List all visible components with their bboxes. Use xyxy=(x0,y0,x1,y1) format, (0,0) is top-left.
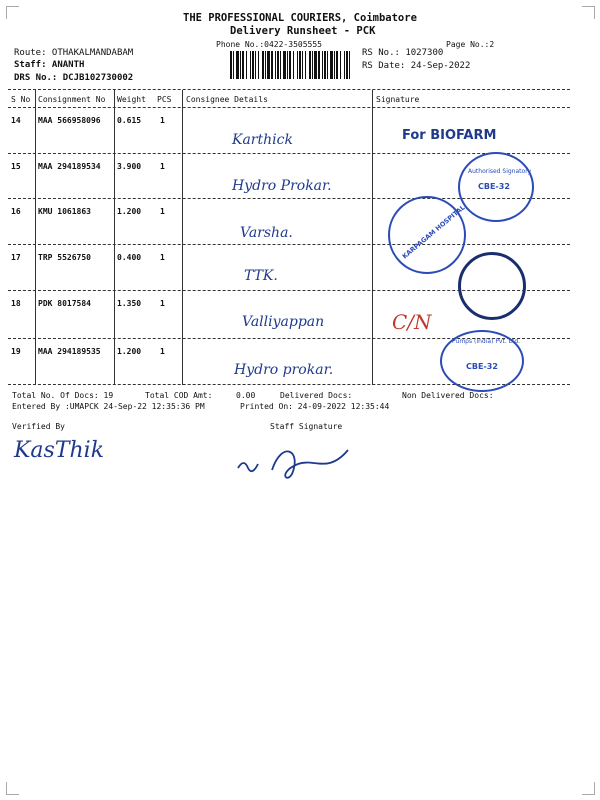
row-pcs: 1 xyxy=(160,347,165,356)
barcode-bar xyxy=(289,51,291,79)
crop-mark xyxy=(6,6,19,19)
col-header-consignee: Consignee Details xyxy=(186,95,268,104)
barcode-bar xyxy=(236,51,239,79)
crop-mark xyxy=(582,6,595,19)
barcode-bar xyxy=(275,51,276,79)
staff-signature-label: Staff Signature xyxy=(270,422,343,431)
barcode-bar xyxy=(287,51,288,79)
barcode-bar xyxy=(322,51,323,79)
seal-stamp-row17 xyxy=(458,252,526,320)
row-sno: 16 xyxy=(11,207,21,216)
barcode-bar xyxy=(312,51,313,79)
total-cod-value: 0.00 xyxy=(236,391,256,400)
barcode-bar xyxy=(267,51,270,79)
row-weight: 1.350 xyxy=(117,299,142,308)
barcode xyxy=(230,51,354,79)
row-consignee: TTK. xyxy=(244,268,278,284)
barcode-bar xyxy=(305,51,306,79)
row-weight: 1.200 xyxy=(117,207,142,216)
row-consignee: Valliyappan xyxy=(242,314,325,330)
row-consignee: Hydro prokar. xyxy=(234,362,334,378)
row-consignee: Hydro Prokar. xyxy=(232,178,332,194)
row-sno: 14 xyxy=(11,116,21,125)
col-divider xyxy=(114,90,115,385)
barcode-bar xyxy=(334,51,335,79)
col-header-sno: S No xyxy=(11,95,31,104)
barcode-bar xyxy=(299,51,301,79)
barcode-bar xyxy=(246,51,247,79)
barcode-bar xyxy=(344,51,345,79)
row-weight: 3.900 xyxy=(117,162,142,171)
crop-mark xyxy=(582,782,595,795)
row-pcs: 1 xyxy=(160,207,165,216)
row-rule xyxy=(8,244,570,245)
biofarm-stamp: For BIOFARM xyxy=(402,128,497,143)
col-divider xyxy=(182,90,183,385)
entered-by: Entered By :UMAPCK 24-Sep-22 12:35:36 PM xyxy=(12,402,205,411)
row-weight: 0.615 xyxy=(117,116,142,125)
barcode-bar xyxy=(309,51,311,79)
crop-mark xyxy=(6,782,19,795)
barcode-bar xyxy=(271,51,273,79)
barcode-bar xyxy=(240,51,241,79)
col-divider xyxy=(35,90,36,385)
barcode-bar xyxy=(346,51,348,79)
col-header-consignment: Consignment No xyxy=(38,95,106,104)
row-pcs: 1 xyxy=(160,162,165,171)
barcode-bar xyxy=(302,51,303,79)
row-consignee: Karthick xyxy=(232,132,293,148)
barcode-bar xyxy=(262,51,264,79)
delivered-docs: Delivered Docs: xyxy=(280,391,353,400)
row-sno: 18 xyxy=(11,299,21,308)
barcode-bar xyxy=(330,51,333,79)
row-consignment: MAA 294189535 xyxy=(38,347,101,356)
verified-signature: KasThik xyxy=(14,438,105,463)
printed-on: Printed On: 24-09-2022 12:35:44 xyxy=(240,402,390,411)
rs-date: RS Date: 24-Sep-2022 xyxy=(362,61,471,71)
col-divider xyxy=(372,90,373,385)
total-cod-label: Total COD Amt: xyxy=(145,391,213,400)
row-sno: 19 xyxy=(11,347,21,356)
barcode-bar xyxy=(318,51,320,79)
barcode-bar xyxy=(324,51,326,79)
route: Route: OTHAKALMANDABAM xyxy=(14,48,134,58)
barcode-bar xyxy=(336,51,338,79)
row-pcs: 1 xyxy=(160,299,165,308)
row-consignment: TRP 5526750 xyxy=(38,253,91,262)
row-weight: 0.400 xyxy=(117,253,142,262)
drs-number: DRS No.: DCJB102730002 xyxy=(14,73,134,83)
barcode-bar xyxy=(349,51,350,79)
barcode-bar xyxy=(327,51,328,79)
row-sno: 15 xyxy=(11,162,21,171)
row-weight: 1.200 xyxy=(117,347,142,356)
stamp-text: Authorised Signatory xyxy=(468,168,532,175)
barcode-bar xyxy=(283,51,286,79)
barcode-bar xyxy=(230,51,232,79)
karpagam-hospital-stamp xyxy=(388,196,466,274)
barcode-bar xyxy=(280,51,281,79)
company-name: THE PROFESSIONAL COURIERS, Coimbatore xyxy=(183,12,417,24)
staff: Staff: ANANTH xyxy=(14,60,85,70)
row-consignment: MAA 566958096 xyxy=(38,116,101,125)
stamp-text: Pumps (India) Pvt. Ltd. xyxy=(452,338,521,345)
total-docs: Total No. Of Docs: 19 xyxy=(12,391,114,400)
stamp-code: CBE-32 xyxy=(466,362,498,371)
row-consignee: Varsha. xyxy=(240,225,293,241)
barcode-bar xyxy=(233,51,234,79)
barcode-bar xyxy=(258,51,259,79)
col-header-weight: Weight xyxy=(117,95,146,104)
col-header-signature: Signature xyxy=(376,95,420,104)
rs-number: RS No.: 1027300 xyxy=(362,48,444,58)
staff-signature-scribble xyxy=(232,440,362,480)
barcode-graphic xyxy=(230,51,354,79)
row-sno: 17 xyxy=(11,253,21,262)
row-consignment: PDK 8017584 xyxy=(38,299,91,308)
table-header-rule xyxy=(8,107,570,108)
barcode-bar xyxy=(277,51,279,79)
stamp-code: CBE-32 xyxy=(478,182,510,191)
barcode-bar xyxy=(252,51,254,79)
row-pcs: 1 xyxy=(160,116,165,125)
barcode-bar xyxy=(314,51,317,79)
barcode-bar xyxy=(293,51,294,79)
verified-by-label: Verified By xyxy=(12,422,65,431)
non-delivered-docs: Non Delivered Docs: xyxy=(402,391,494,400)
barcode-bar xyxy=(250,51,251,79)
barcode-bar xyxy=(297,51,298,79)
table-top-rule xyxy=(8,89,570,90)
col-header-pcs: PCS xyxy=(157,95,172,104)
document-title: Delivery Runsheet - PCK xyxy=(230,25,376,37)
barcode-bar xyxy=(340,51,341,79)
row-pcs: 1 xyxy=(160,253,165,262)
barcode-bar xyxy=(265,51,266,79)
phone-number: Phone No.:0422-3505555 xyxy=(216,40,322,49)
stamp-text: KARPAGAM HOSPITAL xyxy=(400,203,467,261)
row-consignment: KMU 1061863 xyxy=(38,207,91,216)
barcode-bar xyxy=(242,51,244,79)
pumps-stamp-row15 xyxy=(458,152,534,222)
cn-note: C/N xyxy=(392,310,432,334)
barcode-bar xyxy=(255,51,256,79)
pumps-stamp-row19 xyxy=(440,330,524,392)
row-consignment: MAA 294189534 xyxy=(38,162,101,171)
page-number: Page No.:2 xyxy=(446,40,495,49)
